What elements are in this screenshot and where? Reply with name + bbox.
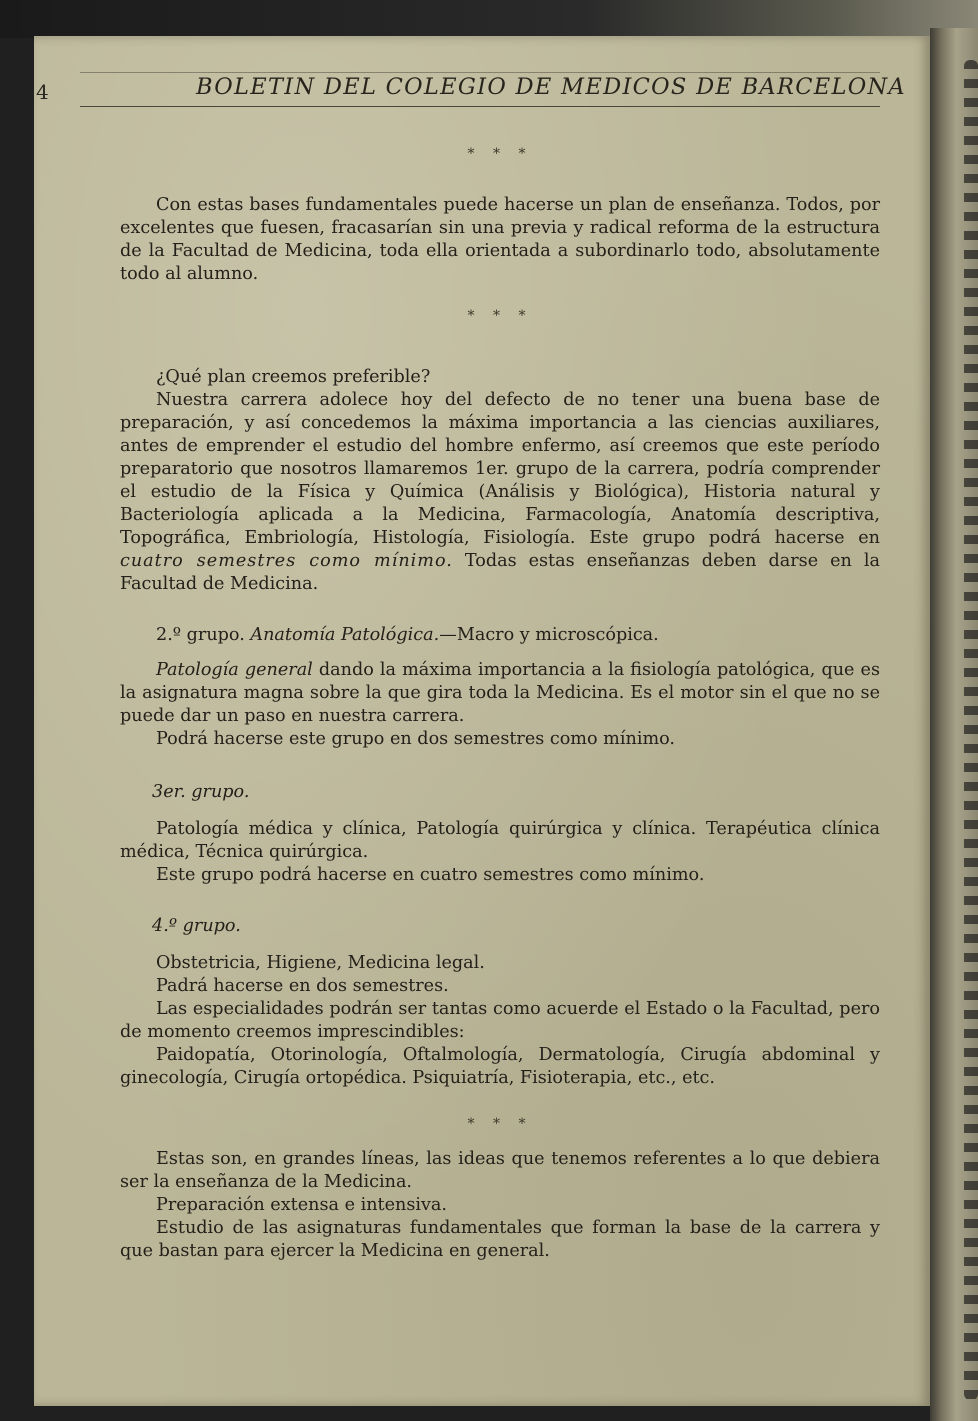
group-2-paragraph — [120, 659, 880, 728]
group-2-description: dando la máxima importancia a la fisiología patológica, que es la asignatura magna sobre la que gira toda la Medicina. Es el motor sin el que no se puede dar un paso en nuestra carrera. — [120, 660, 880, 726]
journal-title: BOLETIN DEL COLEGIO DE MEDICOS DE BARCELONA — [196, 74, 906, 100]
specialties-list: Paidopatía, Otorinología, Oftalmología, Dermatología, Cirugía abdominal y ginecología, Cirugía ortopédica. Psiquiatría, Fisioterapia, etc., etc. — [120, 1045, 880, 1088]
group-2-duration: Podrá hacerse este grupo en dos semestres como mínimo. — [156, 729, 675, 749]
first-group-duration: cuatro semestres como mínimo. — [120, 551, 453, 571]
group-2-subtitle: —Macro y microscópica. — [439, 625, 659, 645]
group-2-label: 2.º grupo. — [156, 625, 251, 645]
first-group-paragraph — [120, 389, 880, 596]
group-3-duration: Este grupo podrá hacerse en cuatro semestres como mínimo. — [156, 865, 705, 885]
group-4-heading: 4.º grupo. — [152, 916, 241, 936]
plan-section — [120, 366, 880, 596]
group-4-section — [120, 952, 880, 1090]
section-separator: * * * — [467, 146, 533, 162]
specialties-intro: Las especialidades podrán ser tantas como acuerde el Estado o la Facultad, pero de momento creemos imprescindibles: — [120, 999, 880, 1042]
section-separator: * * * — [467, 1116, 533, 1132]
intro-paragraph: Con estas bases fundamentales puede hacerse un plan de enseñanza. Todos, por excelentes que fuesen, fracasarían sin una previa y radical reforma de la estructura de la Facultad de Medicina, toda ella orientada a subordinarlo todo, absolutamente todo al alumno. — [120, 195, 880, 284]
section-separator: * * * — [467, 308, 533, 324]
conclusion-section — [120, 1148, 880, 1263]
group-3-heading: 3er. grupo. — [152, 782, 250, 802]
group-3-subjects: Patología médica y clínica, Patología quirúrgica y clínica. Terapéutica clínica médica, Técnica quirúrgica. — [120, 819, 880, 862]
binding-holes — [964, 60, 978, 1400]
intro-section — [120, 194, 880, 286]
group-3-section — [120, 818, 880, 887]
first-group-text: Nuestra carrera adolece hoy del defecto de no tener una buena base de preparación, y así concedemos la máxima importancia a las ciencias auxiliares, antes de emprender el estudio del hombre enfermo, así creemos que este período preparatorio que nosotros llamaremos 1er. grupo de la carrera, podría comprender el estudio de la Física y Química (Análisis y Biológica), Historia natural y Bacteriología aplicada a la Medicina, Farmacología, Anatomía descriptiva, Topográfica, Embriología, Histología, Fisiología. Este grupo podrá hacerse en — [120, 390, 880, 548]
group-2-title: Anatomía Patológica. — [250, 625, 440, 645]
page-number: 4 — [36, 80, 49, 104]
preparation-line: Preparación extensa e intensiva. — [156, 1195, 448, 1215]
group-2-subject: Patología general — [156, 660, 313, 680]
group-4-duration: Padrá hacerse en dos semestres. — [156, 976, 449, 996]
group-4-subjects: Obstetricia, Higiene, Medicina legal. — [156, 953, 485, 973]
group-2-heading — [120, 624, 880, 647]
fundamental-subjects-line: Estudio de las asignaturas fundamentales que forman la base de la carrera y que bastan para ejercer la Medicina en general. — [120, 1218, 880, 1261]
plan-question: ¿Qué plan creemos preferible? — [156, 367, 431, 387]
group-2-section — [120, 624, 880, 751]
conclusion-paragraph: Estas son, en grandes líneas, las ideas que tenemos referentes a lo que debiera ser la enseñanza de la Medicina. — [120, 1149, 880, 1192]
first-group-text-end: Todas estas enseñanzas deben darse en la Facultad de Medicina. — [120, 551, 881, 594]
scan-background-top — [0, 0, 978, 38]
